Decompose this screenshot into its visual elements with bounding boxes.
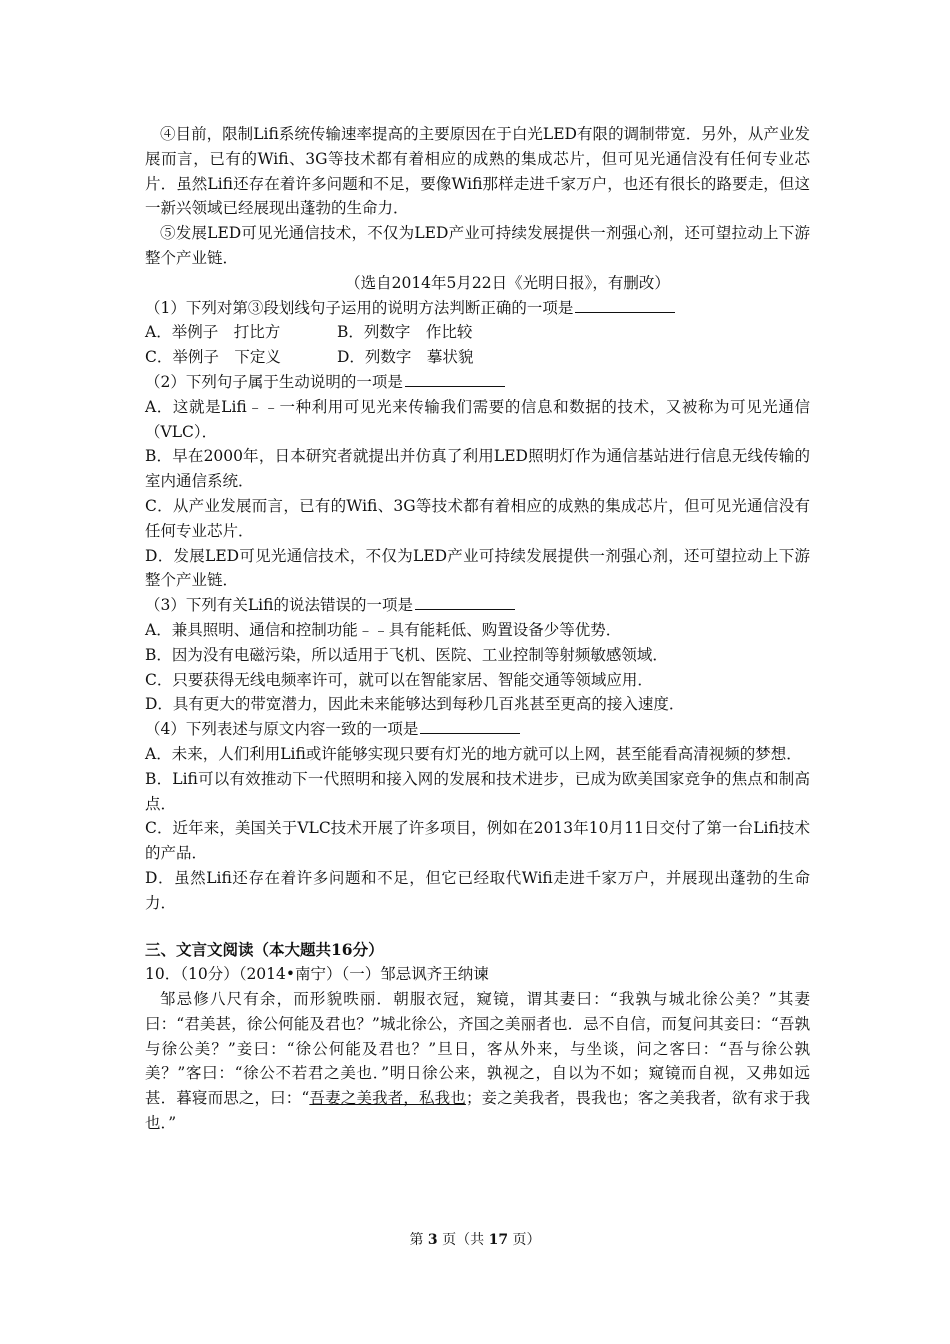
option-c: C．近年来，美国关于VLC技术开展了许多项目，例如在2013年10月11日交付了第一台Lifi技术的产品． bbox=[145, 819, 810, 863]
paragraph-5: ⑤发展LED可见光通信技术，不仅为LED产业可持续发展提供一剂强心剂，还可望拉动上下游整个产业链． bbox=[145, 224, 810, 267]
question-3-stem: （3）下列有关Lifi的说法错误的一项是 bbox=[145, 593, 810, 618]
option-c: C．只要获得无线电频率许可，就可以在智能家居、智能交通等领域应用． bbox=[145, 670, 653, 689]
page-footer: 第 3 页（共 17 页） bbox=[409, 1232, 541, 1248]
option-d: D．发展LED可见光通信技术，不仅为LED产业可持续发展提供一剂强心剂，还可望拉动上下游整个产业链． bbox=[145, 546, 810, 590]
option-a: A．未来，人们利用Lifi或许能够实现只要有灯光的地方就可以上网，甚至能看高清视频的梦想． bbox=[145, 744, 802, 763]
answer-blank bbox=[405, 371, 505, 387]
question-1-stem: （1）下列对第③段划线句子运用的说明方法判断正确的一项是 bbox=[145, 296, 810, 321]
answer-blank bbox=[415, 594, 515, 610]
option-d: D．虽然Lifi还存在着许多问题和不足，但它已经取代Wifi走进千家万户，并展现出蓬勃的生命力． bbox=[145, 868, 810, 912]
option-d: D．具有更大的带宽潜力，因此未来能够达到每秒几百兆甚至更高的接入速度． bbox=[145, 695, 685, 714]
option-d: D．列数字 摹状貌 bbox=[337, 348, 474, 367]
option-b: B．早在2000年，日本研究者就提出并仿真了利用LED照明灯作为通信基站进行信息无线传输的室内通信系统． bbox=[145, 447, 810, 491]
option-a: A．举例子 打比方 bbox=[145, 323, 281, 342]
answer-blank bbox=[575, 297, 675, 313]
option-b: B．因为没有电磁污染，所以适用于飞机、医院、工业控制等射频敏感领域． bbox=[145, 645, 668, 664]
section-3-title: 三、文言文阅读（本大题共16分） bbox=[145, 939, 384, 959]
answer-blank bbox=[420, 718, 520, 734]
option-b: B．Lifi可以有效推动下一代照明和接入网的发展和技术进步，已成为欧美国家竞争的焦点和制高点． bbox=[145, 769, 810, 813]
option-c: C．举例子 下定义 bbox=[145, 348, 281, 367]
option-a: A．这就是Lifi﹣﹣一种利用可见光来传输我们需要的信息和数据的技术，又被称为可见光通信（VLC）． bbox=[145, 397, 810, 441]
option-a: A．兼具照明、通信和控制功能﹣﹣具有能耗低、购置设备少等优势． bbox=[145, 620, 622, 639]
underlined-sentence: 吾妻之美我者，私我也 bbox=[309, 1089, 466, 1108]
option-c: C．从产业发展而言，已有的Wifi、3G等技术都有着相应的成熟的集成芯片，但可见光通信没有任何专业芯片． bbox=[145, 496, 810, 540]
option-b: B．列数字 作比较 bbox=[337, 323, 473, 342]
question-1-options-row-2 bbox=[145, 345, 810, 370]
question-1-options-row-1 bbox=[145, 320, 810, 345]
total-pages: 17 bbox=[488, 1232, 509, 1248]
question-4-stem: （4）下列表述与原文内容一致的一项是 bbox=[145, 717, 810, 742]
page-number: 3 bbox=[427, 1232, 438, 1248]
paragraph-4: ④目前，限制Lifi系统传输速率提高的主要原因在于白光LED有限的调制带宽．另外，从产业发展而言，已有的Wifi、3G等技术都有着相应的成熟的集成芯片，但可见光通信没有任何专业芯片．虽然Lifi还存在着许多问题和不足，要像Wifi那样走进千家万户，也还有很长的路要走，但这一新兴领域已经展现出蓬勃的生命力． bbox=[145, 125, 810, 218]
classical-passage: 邹忌修八尺有余，而形貌昳丽．朝服衣冠，窥镜，谓其妻曰：“我孰与城北徐公美？”其妻曰：“君美甚，徐公何能及君也？”城北徐公，齐国之美丽者也．忌不自信，而复问其妾曰：“吾孰与徐公美？”妾曰：“徐公何能及君也？”旦日，客从外来，与坐谈，问之客曰：“吾与徐公孰美？”客曰：“徐公不若君之美也．”明日徐公来，孰视之，自以为不如；窥镜而自视，又弗如远甚．暮寝而思之，曰：“吾妻之美我者，私我也；妾之美我者，畏我也；客之美我者，欲有求于我也．” bbox=[145, 990, 810, 1133]
question-10-header: 10．（10分）（2014•南宁）（一）邹忌讽齐王纳谏 bbox=[145, 965, 489, 984]
source-citation: （选自2014年5月22日《光明日报》，有删改） bbox=[345, 273, 670, 292]
question-2-stem: （2）下列句子属于生动说明的一项是 bbox=[145, 370, 810, 395]
